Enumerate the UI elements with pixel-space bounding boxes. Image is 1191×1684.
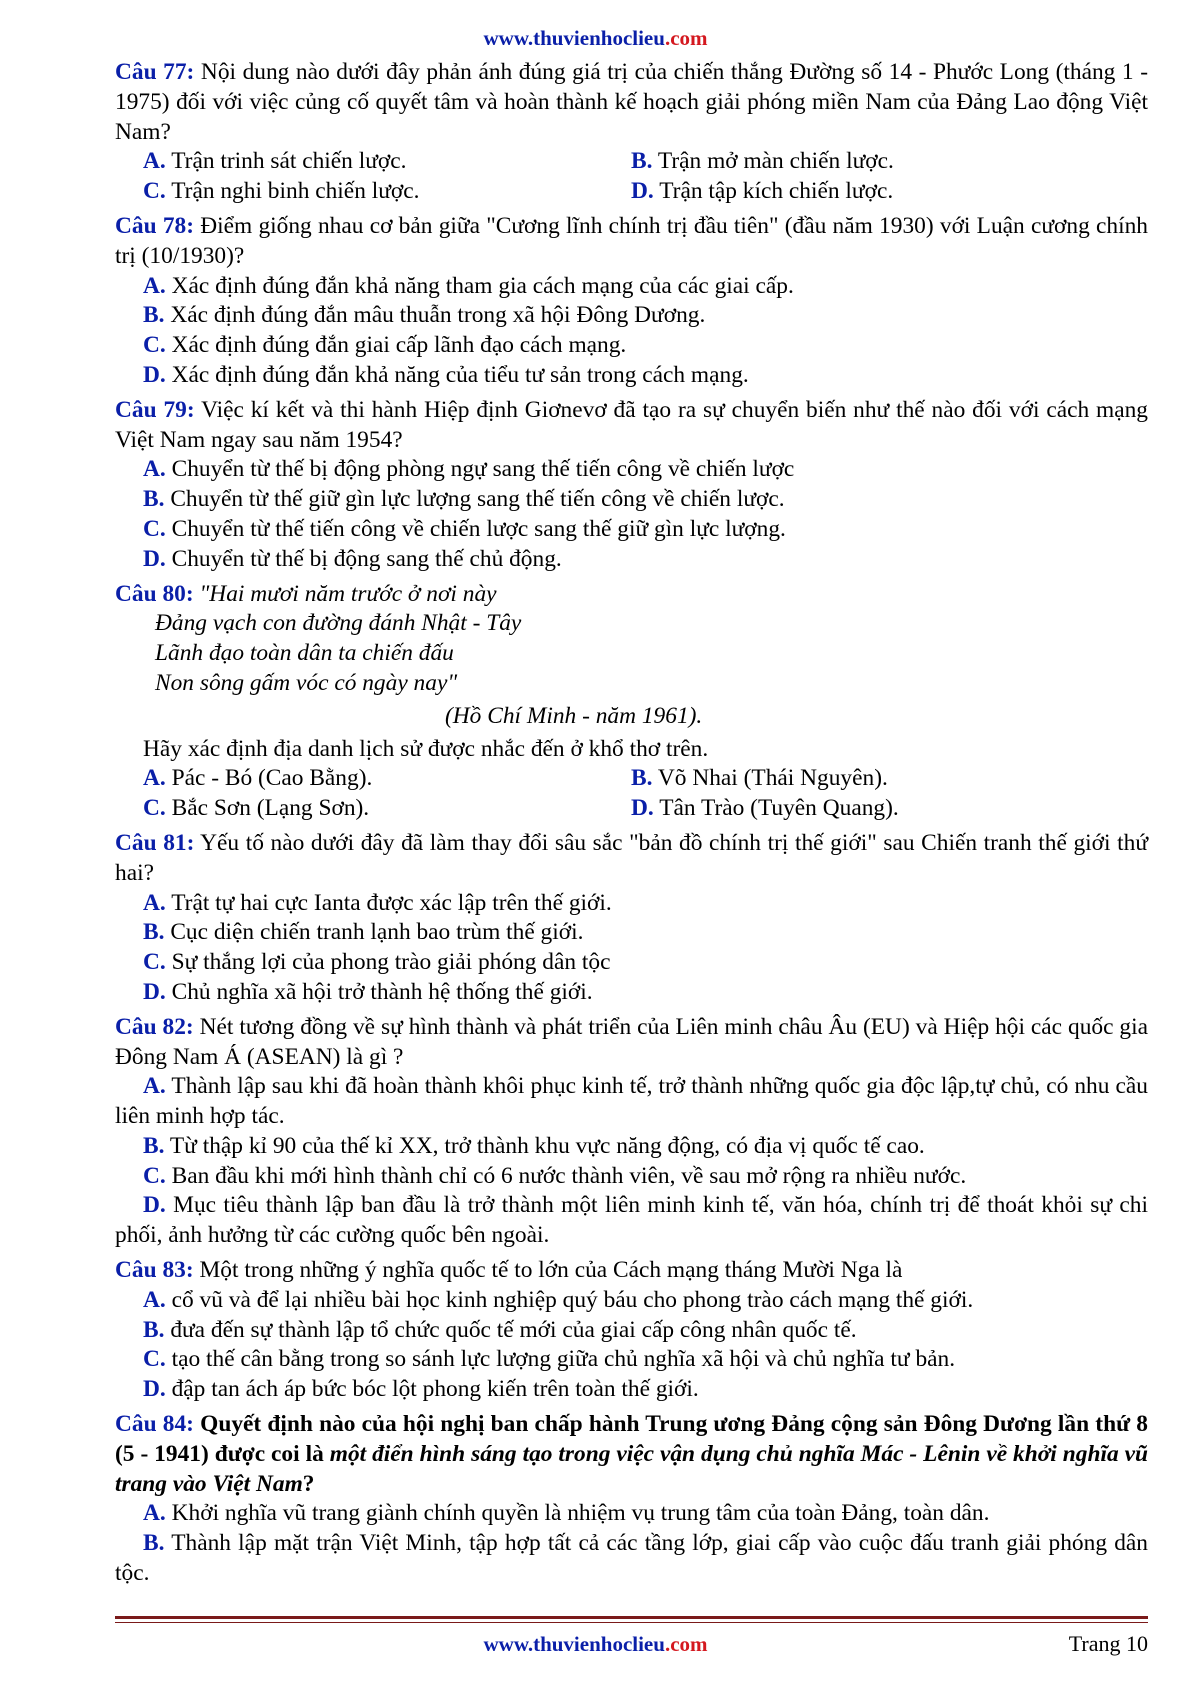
question-80-option-a[interactable]: A. Pác - Bó (Cao Bằng). bbox=[143, 765, 373, 792]
poem-source: (Hồ Chí Minh - năm 1961). bbox=[445, 702, 703, 729]
question-81-option-d[interactable]: D. Chủ nghĩa xã hội trở thành hệ thống thế giới. bbox=[143, 978, 593, 1005]
question-78-option-d[interactable]: D. Xác định đúng đắn khả năng của tiểu tư sản trong cách mạng. bbox=[143, 361, 749, 388]
question-83 bbox=[115, 1256, 1148, 1405]
question-82-label: Câu 82: bbox=[115, 1013, 194, 1040]
question-83-option-a[interactable]: A. cổ vũ và để lại nhiều bài học kinh nghiệp quý báu cho phong trào cách mạng thế giới. bbox=[143, 1286, 974, 1313]
footer-divider bbox=[115, 1616, 1148, 1619]
poem-line: Đảng vạch con đường đánh Nhật - Tây bbox=[155, 610, 522, 637]
question-78-option-b[interactable]: B. Xác định đúng đắn mâu thuẫn trong xã hội Đông Dương. bbox=[143, 302, 706, 329]
question-80-option-c[interactable]: C. Bắc Sơn (Lạng Sơn). bbox=[143, 795, 370, 822]
question-79-option-b[interactable]: B. Chuyển từ thế giữ gìn lực lượng sang thế tiến công về chiến lược. bbox=[143, 486, 785, 513]
question-81-stem: Câu 81: Yếu tố nào dưới đây đã làm thay đổi sâu sắc "bản đồ chính trị thế giới" sau Chiến tranh thế giới thứ hai? bbox=[115, 829, 1149, 886]
question-82 bbox=[115, 1013, 1148, 1251]
question-84-option-b[interactable]: B. Thành lập mặt trận Việt Minh, tập hợp tất cả các tầng lớp, giai cấp vào cuộc đấu tranh giải phóng dân tộc. bbox=[115, 1530, 1148, 1587]
question-77 bbox=[115, 58, 1148, 207]
question-78 bbox=[115, 212, 1148, 391]
question-80-prompt: Hãy xác định địa danh lịch sử được nhắc đến ở khổ thơ trên. bbox=[143, 735, 709, 762]
question-83-stem: Câu 83: Một trong những ý nghĩa quốc tế to lớn của Cách mạng tháng Mười Nga là bbox=[115, 1257, 903, 1284]
question-77-label: Câu 77: bbox=[115, 59, 195, 85]
question-77-option-a[interactable]: A. Trận trinh sát chiến lược. bbox=[143, 148, 407, 175]
question-78-option-c[interactable]: C. Xác định đúng đắn giai cấp lãnh đạo cách mạng. bbox=[143, 332, 627, 359]
question-81 bbox=[115, 829, 1148, 1008]
question-79-option-a[interactable]: A. Chuyển từ thế bị động phòng ngự sang thế tiến công về chiến lược bbox=[143, 456, 795, 483]
question-84-stem: Câu 84: Quyết định nào của hội nghị ban chấp hành Trung ương Đảng cộng sản Đông Dương lần thứ 8 (5 - 1941) được coi là một điển hình sáng tạo trong việc vận dụng chủ nghĩa Mác - Lênin về khởi nghĩa vũ trang vào Việt Nam? bbox=[115, 1411, 1149, 1497]
question-78-label: Câu 78: bbox=[115, 212, 195, 239]
question-81-option-b[interactable]: B. Cục diện chiến tranh lạnh bao trùm thế giới. bbox=[143, 919, 584, 946]
question-77-stem: Câu 77: Nội dung nào dưới đây phản ánh đúng giá trị của chiến thắng Đường số 14 - Phước Long (tháng 1 - 1975) đối với việc củng cố quyết tâm và hoàn thành kế hoạch giải phóng miền Nam của Đảng Lao động Việt Nam? bbox=[115, 59, 1148, 145]
poem-line: Lãnh đạo toàn dân ta chiến đấu bbox=[155, 640, 454, 667]
question-79-label: Câu 79: bbox=[115, 396, 195, 423]
header-site-link[interactable]: www.thuvienhoclieu.com bbox=[483, 26, 708, 50]
question-81-label: Câu 81: bbox=[115, 829, 195, 856]
question-82-option-b[interactable]: B. Từ thập kỉ 90 của thế kỉ XX, trở thành khu vực năng động, có địa vị quốc tế cao. bbox=[143, 1132, 925, 1159]
question-84-label: Câu 84: bbox=[115, 1411, 194, 1438]
question-79-option-c[interactable]: C. Chuyển từ thế tiến công về chiến lược sang thế giữ gìn lực lượng. bbox=[143, 515, 786, 542]
poem-line: Non sông gấm vóc có ngày nay" bbox=[155, 669, 458, 696]
question-83-option-b[interactable]: B. đưa đến sự thành lập tổ chức quốc tế mới của giai cấp công nhân quốc tế. bbox=[143, 1316, 857, 1343]
question-78-option-a[interactable]: A. Xác định đúng đắn khả năng tham gia cách mạng của các giai cấp. bbox=[143, 272, 794, 299]
footer-site-link[interactable]: www.thuvienhoclieu.com bbox=[483, 1632, 708, 1656]
page-number: Trang 10 bbox=[1068, 1631, 1148, 1656]
question-82-option-c[interactable]: C. Ban đầu khi mới hình thành chỉ có 6 nước thành viên, về sau mở rộng ra nhiều nước. bbox=[143, 1162, 967, 1189]
question-79 bbox=[115, 396, 1148, 575]
question-81-option-c[interactable]: C. Sự thắng lợi của phong trào giải phóng dân tộc bbox=[143, 949, 611, 976]
question-80 bbox=[115, 580, 1148, 824]
question-80-option-b[interactable]: B. Võ Nhai (Thái Nguyên). bbox=[631, 765, 888, 792]
question-82-stem: Câu 82: Nét tương đồng về sự hình thành và phát triển của Liên minh châu Âu (EU) và Hiệp hội các quốc gia Đông Nam Á (ASEAN) là gì ? bbox=[115, 1013, 1148, 1070]
question-83-option-c[interactable]: C. tạo thế cân bằng trong so sánh lực lượng giữa chủ nghĩa xã hội và chủ nghĩa tư bản. bbox=[143, 1346, 956, 1373]
question-list bbox=[115, 58, 1148, 1589]
question-82-option-a[interactable]: A. Thành lập sau khi đã hoàn thành khôi phục kinh tế, trở thành những quốc gia độc lập,tự chủ, có nhu cầu liên minh hợp tác. bbox=[115, 1073, 1148, 1130]
question-77-option-d[interactable]: D. Trận tập kích chiến lược. bbox=[631, 178, 894, 205]
question-77-option-b[interactable]: B. Trận mở màn chiến lược. bbox=[631, 148, 894, 175]
question-79-option-d[interactable]: D. Chuyển từ thế bị động sang thế chủ động. bbox=[143, 545, 562, 572]
question-83-label: Câu 83: bbox=[115, 1257, 194, 1284]
question-84 bbox=[115, 1410, 1148, 1589]
poem-line: "Hai mươi năm trước ở nơi này bbox=[199, 580, 497, 607]
question-80-option-d[interactable]: D. Tân Trào (Tuyên Quang). bbox=[631, 795, 899, 822]
question-83-option-d[interactable]: D. đập tan ách áp bức bóc lột phong kiến trên toàn thế giới. bbox=[143, 1376, 699, 1403]
question-81-option-a[interactable]: A. Trật tự hai cực Ianta được xác lập trên thế giới. bbox=[143, 889, 612, 916]
question-80-label: Câu 80: bbox=[115, 580, 194, 607]
question-78-stem: Câu 78: Điểm giống nhau cơ bản giữa "Cương lĩnh chính trị đầu tiên" (đầu năm 1930) với Luận cương chính trị (10/1930)? bbox=[115, 212, 1148, 269]
question-79-stem: Câu 79: Việc kí kết và thi hành Hiệp định Giơnevơ đã tạo ra sự chuyển biến như thế nào đối với cách mạng Việt Nam ngay sau năm 1954? bbox=[115, 396, 1149, 453]
question-77-option-c[interactable]: C. Trận nghi binh chiến lược. bbox=[143, 178, 420, 205]
question-80-poem bbox=[115, 580, 1148, 699]
footer-divider-thin bbox=[115, 1622, 1148, 1623]
question-82-option-d[interactable]: D. Mục tiêu thành lập ban đầu là trở thành một liên minh kinh tế, văn hóa, chính trị để thoát khỏi sự chi phối, ảnh hưởng từ các cường quốc bên ngoài. bbox=[115, 1192, 1148, 1249]
question-84-option-a[interactable]: A. Khởi nghĩa vũ trang giành chính quyền là nhiệm vụ trung tâm của toàn Đảng, toàn dân. bbox=[143, 1500, 990, 1527]
